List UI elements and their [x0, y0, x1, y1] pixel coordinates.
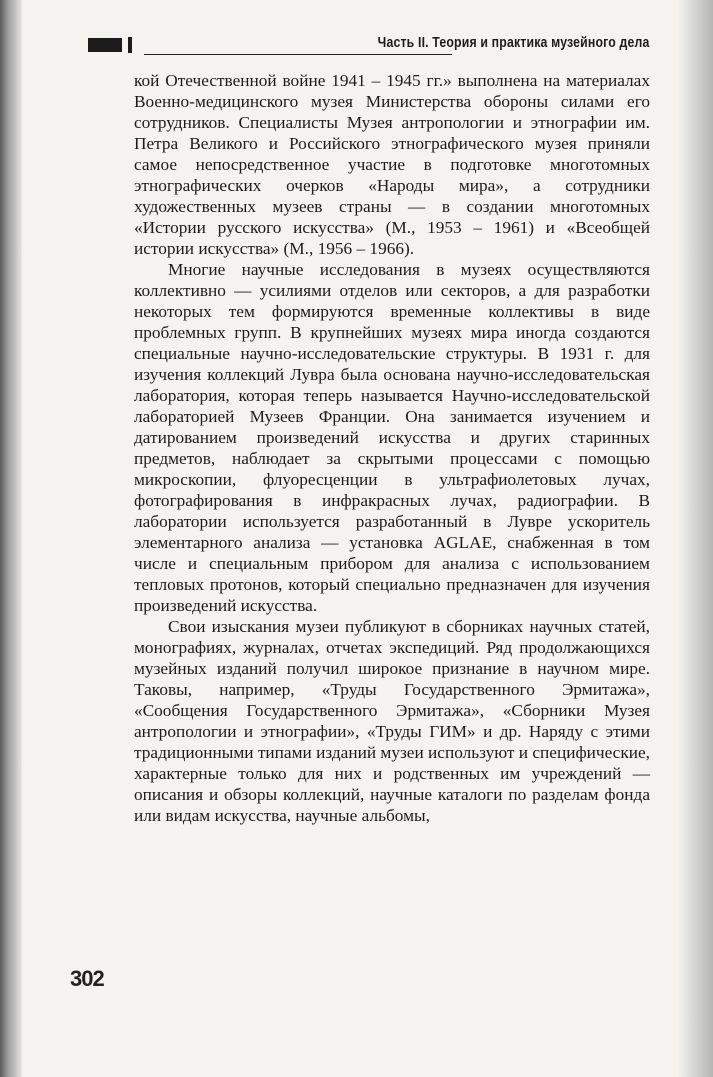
- page-edge-shadow: [679, 0, 713, 1077]
- paragraph: Свои изыскания музеи публикуют в сборниках научных статей, монографиях, журналах, отчетах экспедиций. Ряд продолжающихся музейных изданий получил широкое признание в научном мире. Таковы, например, «Труды Государственного Эрмитажа», «Сообщения Государственного Эрмитажа», «Сборники Музея антропологии и этнографии», «Труды ГИМ» и др. Наряду с этими традиционными типами изданий музеи используют и специфические, характерные только для них и родственных им учреждений — описания и обзоры коллекций, научные каталоги по разделам фонда или видам искусства, научные альбомы,: [134, 617, 650, 825]
- page-number: 302: [70, 966, 104, 991]
- running-title: Часть II. Теория и практика музейного дела: [378, 34, 650, 51]
- header-ornament-bar: [128, 37, 132, 53]
- page-gutter-shadow: [0, 0, 22, 1077]
- paragraph: Многие научные исследования в музеях осуществляются коллективно — усилиями отделов или секторов, а для разработки некоторых тем формируются временные коллективы в виде проблемных групп. В крупнейших музеях мира иногда создаются специальные научно-исследовательские структуры. В 1931 г. для изучения коллекций Лувра была основана научно-исследовательская лаборатория, которая теперь называется Научно-исследовательской лабораторией Музеев Франции. Она занимается изучением и датированием произведений искусства и других старинных предметов, наблюдает за скрытыми процессами с помощью микроскопии, флуоресценции в ультрафиолетовых лучах, фотографирования в инфракрасных лучах, радиографии. В лаборатории используется разработанный в Лувре ускоритель элементарного анализа — установка AGLAE, снабженная в том числе и специальным прибором для анализа с использованием тепловых протонов, который специально предназначен для изучения произведений искусства.: [134, 260, 650, 615]
- header-ornament-block: [88, 38, 122, 52]
- header-rule: [144, 54, 452, 55]
- running-header: [88, 34, 650, 58]
- body-text: [134, 70, 650, 826]
- paragraph: кой Отечественной войне 1941 – 1945 гг.» выполнена на материалах Военно-медицинского музея Министерства обороны силами его сотрудников. Специалисты Музея антропологии и этнографии им. Петра Великого и Российского этнографического музея приняли самое непосредственное участие в подготовке многотомных этнографических очерков «Народы мира», а сотрудники художественных музеев страны — в создании многотомных «Истории русского искусства» (М., 1953 – 1961) и «Всеобщей истории искусства» (М., 1956 – 1966).: [134, 71, 650, 258]
